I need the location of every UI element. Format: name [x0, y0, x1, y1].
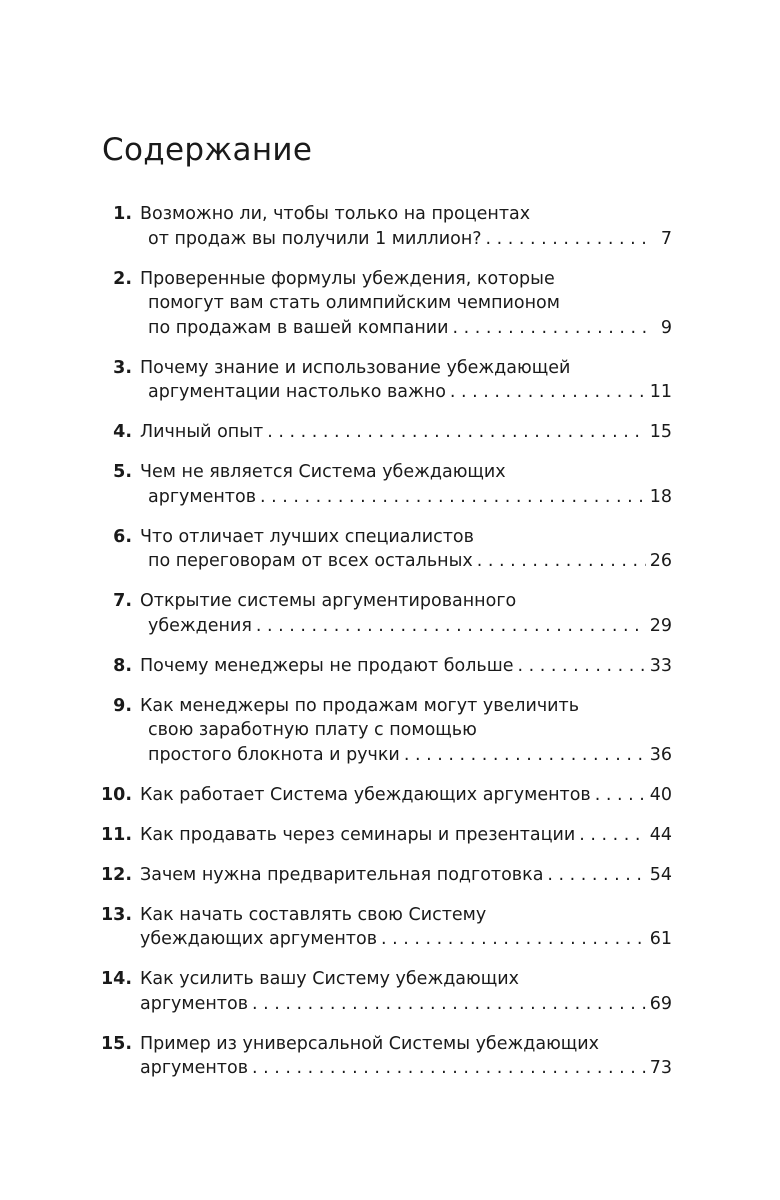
page-title: Содержание: [102, 132, 313, 168]
toc-entry-text: Чем не является Система убеждающих: [140, 462, 506, 482]
toc-entry-line: [140, 1032, 672, 1057]
toc-entry-text: аргументов: [140, 993, 249, 1014]
toc-entry-text: Как продавать через семинары и презентации: [140, 824, 576, 845]
dot-leader: [579, 823, 645, 848]
toc-entry-line: [140, 863, 672, 888]
toc-entry-text: Что отличает лучших специалистов: [140, 526, 474, 547]
toc-entry-line: [140, 356, 672, 381]
toc-entry-number: 13.: [100, 904, 132, 925]
toc-page-number: 44: [649, 824, 672, 845]
toc-entry-text: аргументации настолько важно: [148, 382, 446, 402]
toc-entry-line: [140, 718, 672, 743]
dot-leader: [453, 316, 646, 341]
toc-entry[interactable]: [96, 420, 672, 445]
toc-entry-number: 1.: [113, 204, 132, 224]
toc-entry-line: [140, 549, 672, 574]
toc-entry-line: [140, 743, 672, 768]
dot-leader: [381, 927, 646, 952]
toc-entry-number: 3.: [113, 357, 132, 378]
toc-entry-line: [140, 783, 672, 808]
toc-entry-line: [140, 227, 672, 252]
dot-leader: [256, 614, 646, 639]
toc-page-number: 18: [649, 486, 672, 507]
toc-entry-text: Как начать составлять свою Систему: [140, 904, 487, 925]
toc-entry-line: [140, 460, 672, 485]
toc-entry-text: Почему менеджеры не продают больше: [140, 655, 514, 676]
toc-entry-text: убеждения: [148, 615, 252, 636]
toc-entry-number: 14.: [100, 969, 132, 989]
toc-entry-text: Зачем нужна предварительная подготовка: [140, 864, 544, 885]
toc-entry-text: Как работает Система убеждающих аргументов: [140, 784, 591, 805]
toc-entry-text: простого блокнота и ручки: [148, 744, 400, 765]
toc-entry[interactable]: [96, 267, 672, 341]
toc-entry-text: Личный опыт: [140, 422, 264, 442]
dot-leader: [595, 783, 646, 808]
dot-leader: [518, 654, 646, 679]
toc-entry-line: [140, 267, 672, 292]
toc-entry-number: 8.: [113, 655, 132, 676]
table-of-contents: [96, 202, 672, 1096]
toc-entry-text: помогут вам стать олимпийским чемпионом: [148, 293, 560, 313]
toc-entry[interactable]: [96, 589, 672, 638]
toc-entry-text: от продаж вы получили 1 миллион?: [148, 228, 482, 249]
toc-entry-line: [140, 202, 672, 227]
toc-entry-line: [140, 823, 672, 848]
toc-entry-number: 11.: [100, 824, 132, 845]
toc-page-number: 7: [660, 228, 672, 249]
toc-entry[interactable]: [96, 903, 672, 952]
toc-entry-number: 4.: [113, 422, 132, 442]
toc-page-number: 54: [649, 864, 672, 885]
toc-page-number: 9: [660, 317, 672, 338]
toc-entry[interactable]: [96, 525, 672, 574]
dot-leader: [477, 549, 646, 574]
toc-page-number: 15: [649, 422, 672, 442]
toc-entry-number: 12.: [100, 864, 132, 885]
toc-entry-line: [140, 614, 672, 639]
toc-page-number: 36: [649, 744, 672, 765]
toc-entry-number: 6.: [113, 526, 132, 547]
toc-entry-line: [140, 589, 672, 614]
dot-leader: [252, 1056, 646, 1081]
toc-entry-text: Открытие системы аргументированного: [140, 591, 517, 611]
toc-page-number: 40: [649, 784, 672, 805]
dot-leader: [450, 380, 646, 405]
toc-entry-line: [140, 525, 672, 550]
toc-entry-line: [140, 992, 672, 1017]
toc-entry-line: [140, 316, 672, 341]
toc-entry-number: 2.: [113, 268, 132, 289]
toc-entry-line: [140, 485, 672, 510]
toc-entry-text: Почему знание и использование убеждающей: [140, 357, 571, 378]
toc-entry-text: по продажам в вашей компании: [148, 317, 449, 338]
toc-entry-number: 10.: [100, 784, 132, 805]
toc-entry-number: 7.: [113, 591, 132, 611]
toc-entry-text: Как усилить вашу Систему убеждающих: [140, 969, 519, 989]
toc-entry[interactable]: [96, 654, 672, 679]
toc-entry[interactable]: [96, 823, 672, 848]
toc-entry-number: 9.: [113, 695, 132, 716]
dot-leader: [267, 420, 645, 445]
toc-entry-line: [140, 694, 672, 719]
toc-entry[interactable]: [96, 356, 672, 405]
toc-entry-text: аргументов: [140, 1058, 249, 1078]
dot-leader: [260, 485, 646, 510]
toc-entry-line: [140, 420, 672, 445]
toc-page-number: 69: [649, 993, 672, 1014]
toc-entry-line: [140, 291, 672, 316]
toc-page-number: 61: [649, 929, 672, 949]
toc-page-number: 33: [649, 655, 672, 676]
toc-page-number: 11: [649, 382, 672, 402]
dot-leader: [547, 863, 645, 888]
toc-entry-text: свою заработную плату с помощью: [148, 720, 477, 740]
toc-entry[interactable]: [96, 863, 672, 888]
toc-entry-text: убеждающих аргументов: [140, 929, 378, 949]
toc-entry-number: 5.: [113, 462, 132, 482]
toc-entry-text: Пример из универсальной Системы убеждающих: [140, 1033, 600, 1054]
toc-entry-line: [140, 654, 672, 679]
toc-entry-line: [140, 927, 672, 952]
toc-entry-line: [140, 967, 672, 992]
toc-entry-line: [140, 380, 672, 405]
toc-entry[interactable]: [96, 460, 672, 509]
toc-entry-text: по переговорам от всех остальных: [148, 551, 473, 571]
toc-entry[interactable]: [96, 694, 672, 768]
toc-page-number: 73: [649, 1058, 672, 1078]
dot-leader: [252, 992, 646, 1017]
toc-entry[interactable]: [96, 783, 672, 808]
toc-page-number: 29: [649, 615, 672, 636]
toc-entry-number: 15.: [100, 1033, 132, 1054]
dot-leader: [486, 227, 646, 252]
toc-entry[interactable]: [96, 202, 672, 251]
toc-entry[interactable]: [96, 967, 672, 1016]
toc-entry-text: Проверенные формулы убеждения, которые: [140, 268, 555, 289]
toc-entry-line: [140, 903, 672, 928]
toc-page-number: 26: [649, 551, 672, 571]
toc-entry[interactable]: [96, 1032, 672, 1081]
dot-leader: [404, 743, 646, 768]
toc-entry-line: [140, 1056, 672, 1081]
toc-entry-text: Как менеджеры по продажам могут увеличить: [140, 695, 580, 716]
toc-entry-text: аргументов: [148, 486, 257, 507]
toc-entry-text: Возможно ли, чтобы только на процентах: [140, 204, 531, 224]
